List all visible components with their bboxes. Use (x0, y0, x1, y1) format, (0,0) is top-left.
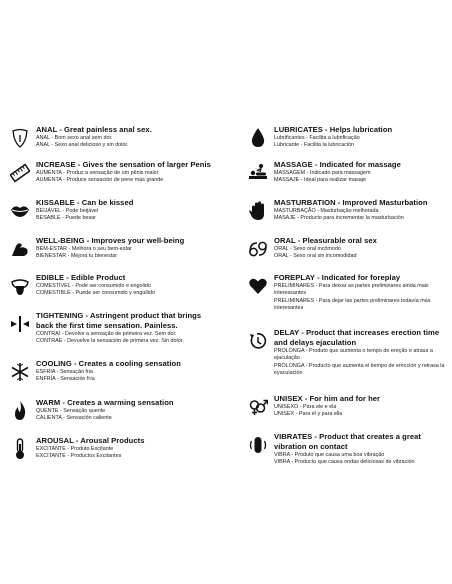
feature-title: EDIBLE - Edible Product (36, 273, 126, 282)
feature-line-es: UNISEX - Para él y para ella (274, 411, 343, 418)
feature-line-pt: ORAL - Sexo oral incômodo (274, 246, 341, 252)
feature-line-es: PROLONGA - Producto que aumenta el tiempo de erección y retrasa la eyaculación (274, 362, 445, 377)
massage-icon (248, 162, 268, 184)
feature-line-pt: PRELIMINARES - Para deixar as partes preliminares ainda mais interessantes (274, 283, 429, 297)
feature-line-es: Lubricante - Facilita la lubricación (274, 142, 354, 149)
tongue-mouth-icon (10, 275, 30, 297)
feature-line-es: ORAL - Sexo oral sin incomodidad (274, 253, 357, 260)
feature-line-pt: VIBRA - Produto que causa uma boa vibração (274, 452, 385, 458)
feature-title: WARM - Creates a warming sensation (36, 398, 174, 407)
feature-title: FOREPLAY - Indicated for foreplay (274, 273, 401, 282)
feature-line-pt: AUMENTA - Produz a sensação de um pênis maior (36, 170, 159, 176)
flexed-arm-icon (10, 238, 30, 260)
feature-line-es: CALIENTA - Sensación caliente (36, 415, 112, 422)
thermometer-icon (10, 438, 30, 460)
feature-line-es: MASSAJE - Ideal para realizar masaje (274, 177, 366, 184)
feature-line-pt: PROLONGA - Produto que aumenta o tempo de ereção e atrasa a ejaculação (274, 348, 433, 362)
feature-title: LUBRICATES - Helps lubrication (274, 125, 393, 134)
feature-title: DELAY - Product that increases erection time and delays ejaculation (274, 328, 440, 347)
feature-line-es: ENFRÍA - Sensación fría (36, 376, 95, 383)
anal-icon (10, 127, 30, 149)
feature-title: TIGHTENING - Astringent product that brings back the first time sensation. Painless. (36, 311, 202, 330)
feature-line-es: BESABLE - Puede besar (36, 215, 96, 222)
feature-line-pt: BEIJÁVEL - Pode beijável (36, 208, 99, 214)
feature-line-es: ANAL - Sexo anal delicioso y sin dolor. (36, 142, 129, 149)
feature-line-es: VIBRA - Producto que causa ondas deliciosas de vibración (274, 459, 415, 466)
feature-title: MASTURBATION - Improved Masturbation (274, 198, 428, 207)
snowflake-icon (10, 361, 30, 383)
hand-icon (248, 200, 268, 222)
feature-title: COOLING - Creates a cooling sensation (36, 359, 181, 368)
feature-line-pt: CONTRAI - Devolve a sensação de primeira vez. Sem dor. (36, 331, 177, 337)
feature-title: ANAL - Great painless anal sex. (36, 125, 152, 134)
feature-line-pt: ESFRIA - Sensação fria (36, 369, 93, 375)
tightening-arrows-icon (10, 313, 30, 335)
feature-line-pt: BEM-ESTAR - Melhora o seu bem-estar (36, 246, 132, 252)
feature-line-pt: COMESTÍVEL - Pode ser consumido e engolido (36, 283, 151, 289)
delay-clock-icon (248, 330, 268, 352)
ruler-icon (10, 162, 30, 184)
feature-line-pt: MASTURBAÇÃO - Masturbação melhorada (274, 208, 379, 214)
feature-line-pt: UNISEXO - Para ele e ela (274, 404, 337, 410)
feature-line-es: AUMENTA - Produce sensación de pene más grande (36, 177, 164, 184)
feature-title: KISSABLE - Can be kissed (36, 198, 134, 207)
feature-line-pt: MASSAGEM - Indicado para massagem (274, 170, 371, 176)
feature-line-pt: QUENTE - Sensação quente (36, 408, 106, 414)
feature-line-pt: ANAL - Bom sexo anal sem dor. (36, 135, 113, 141)
feature-title: AROUSAL - Arousal Products (36, 436, 145, 445)
kiss-lips-icon (10, 200, 30, 222)
feature-line-pt: Lubrificantes - Facilita a lubrificação (274, 135, 360, 141)
flame-icon (10, 400, 30, 422)
feature-line-es: BIENESTAR - Mejora tu bienestar (36, 253, 118, 260)
heart-icon (248, 275, 268, 297)
feature-line-es: PRELIMINARES - Para dejar las partes preliminares todavía más interesantes (274, 297, 431, 312)
feature-title: ORAL - Pleasurable oral sex (274, 236, 377, 245)
feature-title: MASSAGE - Indicated for massage (274, 160, 401, 169)
feature-line-es: EXCITANTE - Productos Excitantes (36, 453, 122, 460)
feature-line-es: COMESTIBLE - Puede ser consumido y engullido (36, 290, 155, 297)
feature-title: UNISEX - For him and for her (274, 394, 381, 403)
vibration-icon (248, 434, 268, 456)
feature-title: VIBRATES - Product that creates a great vibration on contact (274, 432, 421, 451)
feature-title: INCREASE - Gives the sensation of larger Penis (36, 160, 211, 169)
feature-line-pt: EXCITANTE - Produto Excitante (36, 446, 114, 452)
drop-icon (248, 127, 268, 149)
feature-line-es: CONTRAE - Devuelve la sensación de primera vez. Sin dolor. (36, 338, 184, 345)
feature-title: WELL-BEING - Improves your well-being (36, 236, 185, 245)
feature-line-es: MASAJE - Producto para incrementar la masturbación (274, 215, 404, 222)
sixty-nine-icon (248, 238, 268, 260)
gender-symbols-icon (248, 396, 268, 418)
